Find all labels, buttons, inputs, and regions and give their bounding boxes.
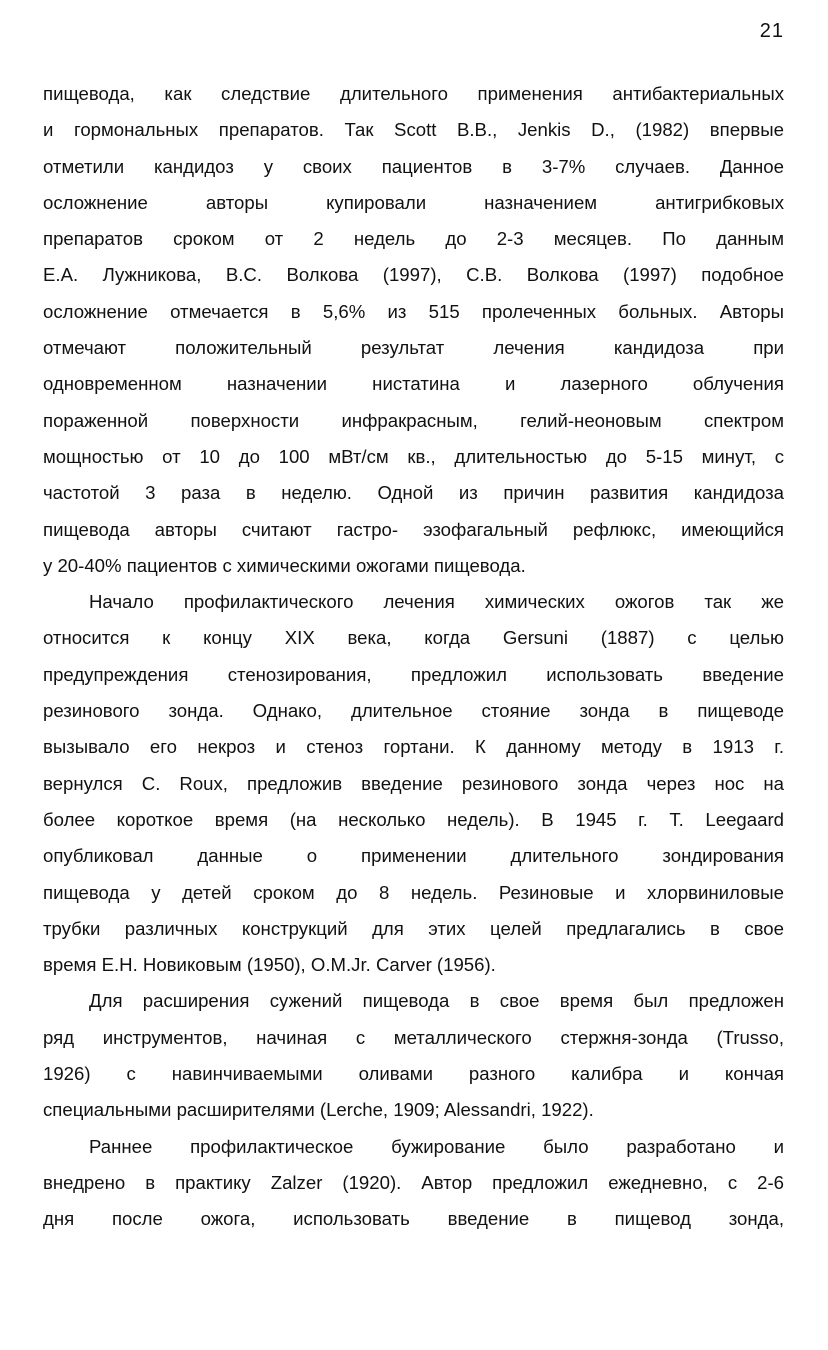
text-line: отмечают положительный результат лечения кандидоза при <box>43 337 784 359</box>
text-line: опубликовал данные о применении длительного зондирования <box>43 845 784 867</box>
text-line: пораженной поверхности инфракрасным, гелий-неоновым спектром <box>43 409 784 431</box>
text-line: и гормональных препаратов. Так Scott B.B., Jenkis D., (1982) впервые <box>43 119 784 141</box>
paragraph-last-line: специальными расширителями (Lerche, 1909; Alessandri, 1922). <box>43 1099 594 1121</box>
text-line: мощностью от 10 до 100 мВт/см кв., длительностью до 5-15 минут, с <box>43 445 784 467</box>
text-line: отметили кандидоз у своих пациентов в 3-7% случаев. Данное <box>43 155 784 177</box>
paragraph-last-line: время Е.Н. Новиковым (1950), O.M.Jr. Carver (1956). <box>43 954 496 976</box>
text-line: препаратов сроком от 2 недель до 2-3 месяцев. По данным <box>43 228 784 250</box>
text-line: вернулся C. Roux, предложив введение резинового зонда через нос на <box>43 772 784 794</box>
text-line: относится к концу XIX века, когда Gersuni (1887) с целью <box>43 627 784 649</box>
paragraph-first-line: Начало профилактического лечения химических ожогов так же <box>89 591 784 613</box>
page-number: 21 <box>759 20 784 42</box>
text-line: дня после ожога, использовать введение в пищевод зонда, <box>43 1208 784 1230</box>
text-line: трубки различных конструкций для этих целей предлагались в свое <box>43 917 784 939</box>
paragraph-last-line: у 20-40% пациентов с химическими ожогами пищевода. <box>43 554 526 576</box>
text-line: одновременном назначении нистатина и лазерного облучения <box>43 373 784 395</box>
text-line: ряд инструментов, начиная с металлического стержня-зонда (Trusso, <box>43 1026 784 1048</box>
text-line: осложнение отмечается в 5,6% из 515 пролеченных больных. Авторы <box>43 300 784 322</box>
text-line: пищевода авторы считают гастро- эзофагальный рефлюкс, имеющийся <box>43 518 784 540</box>
text-line: осложнение авторы купировали назначением антигрибковых <box>43 191 784 213</box>
text-line: 1926) с навинчиваемыми оливами разного калибра и кончая <box>43 1063 784 1085</box>
text-line: частотой 3 раза в неделю. Одной из причин развития кандидоза <box>43 482 784 504</box>
body-text <box>43 76 784 1238</box>
text-line: предупреждения стенозирования, предложил использовать введение <box>43 663 784 685</box>
paragraph-first-line: Для расширения сужений пищевода в свое время был предложен <box>89 990 784 1012</box>
text-line: вызывало его некроз и стеноз гортани. К данному методу в 1913 г. <box>43 736 784 758</box>
text-line: резинового зонда. Однако, длительное стояние зонда в пищеводе <box>43 700 784 722</box>
text-line: более короткое время (на несколько недель). В 1945 г. T. Leegaard <box>43 808 784 830</box>
text-line: внедрено в практику Zalzer (1920). Автор предложил ежедневно, с 2-6 <box>43 1171 784 1193</box>
text-line: пищевода, как следствие длительного применения антибактериальных <box>43 83 784 104</box>
paragraph-first-line: Раннее профилактическое бужирование было разработано и <box>89 1135 784 1157</box>
text-line: пищевода у детей сроком до 8 недель. Резиновые и хлорвиниловые <box>43 881 784 903</box>
text-line: Е.А. Лужникова, В.С. Волкова (1997), С.В. Волкова (1997) подобное <box>43 264 784 286</box>
